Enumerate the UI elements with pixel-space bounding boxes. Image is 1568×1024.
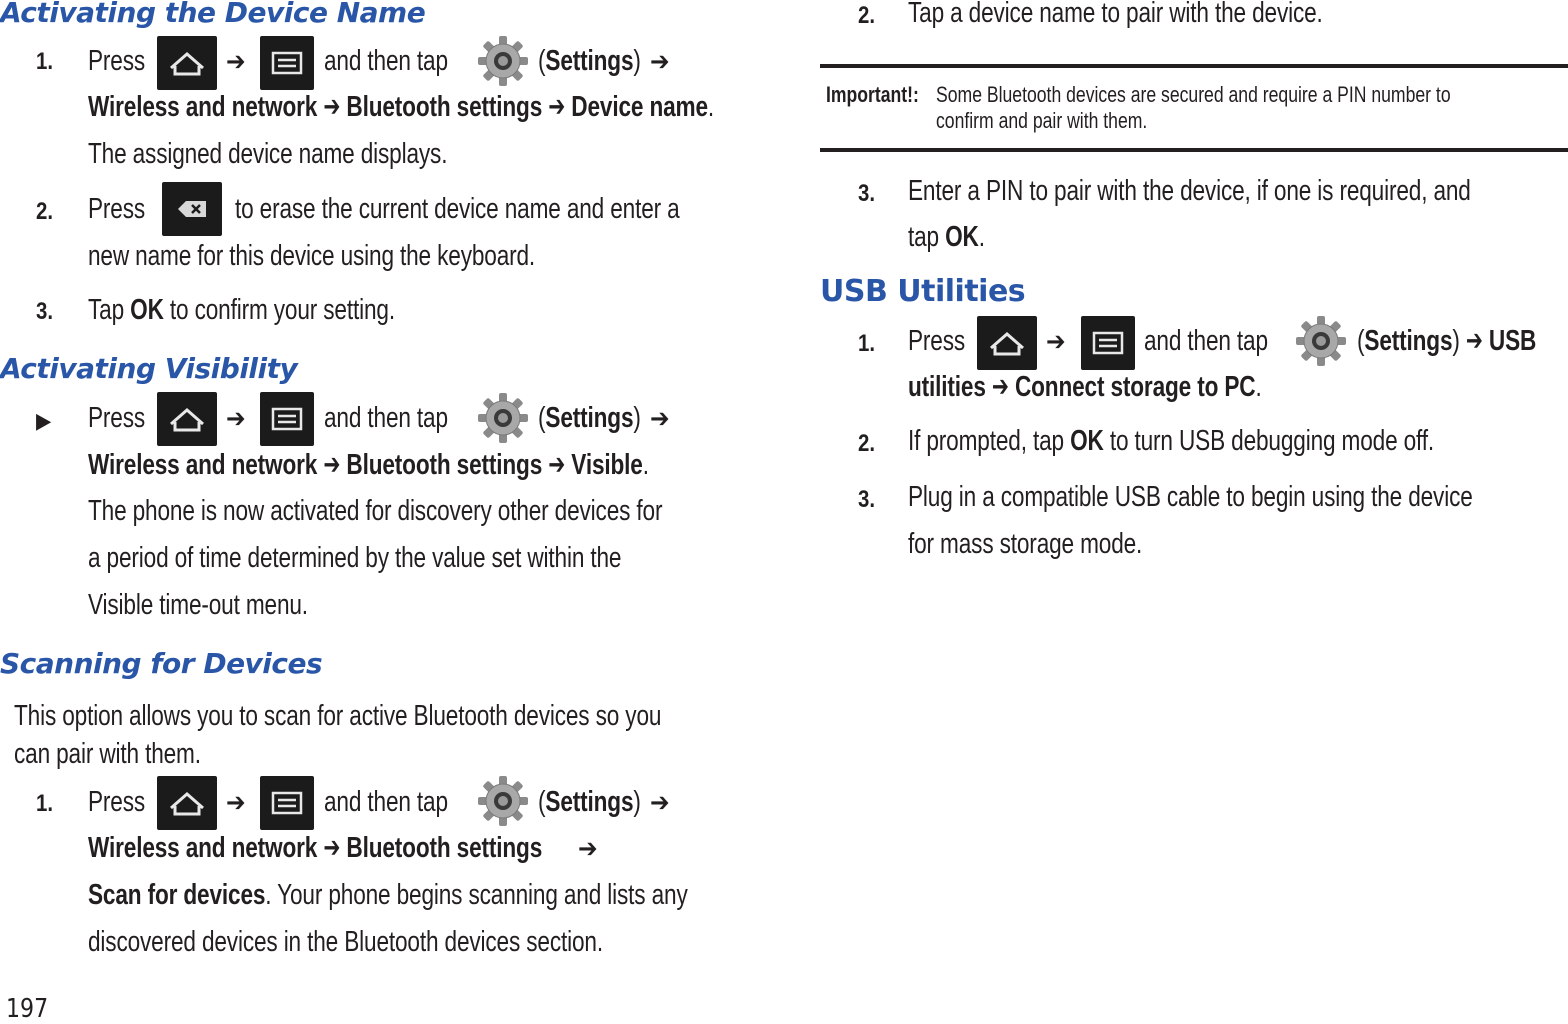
menu-key-icon	[260, 36, 314, 90]
step-text: Tap OK to confirm your setting.	[88, 294, 395, 326]
page-number: 197	[6, 994, 49, 1024]
step-text: Press	[88, 786, 146, 818]
menu-path: Wireless and network ➔ Bluetooth settings	[88, 832, 543, 864]
arrow-icon: ➔	[1046, 326, 1066, 356]
arrow-icon: ➔	[650, 403, 670, 433]
step-text: (Settings)	[538, 786, 641, 818]
menu-key-icon	[1081, 316, 1135, 370]
arrow-icon: ➔	[226, 403, 246, 433]
step-text: and then tap	[324, 45, 448, 77]
step-number: 2.	[858, 430, 876, 457]
home-key-icon	[157, 392, 217, 446]
step-text: If prompted, tap OK to turn USB debugging mode off.	[908, 425, 1435, 457]
step-number: 1.	[36, 48, 54, 75]
settings-gear-icon	[476, 391, 530, 445]
step-number: 3.	[858, 486, 876, 513]
home-key-icon	[157, 776, 217, 830]
arrow-icon: ➔	[226, 787, 246, 817]
step-text: Plug in a compatible USB cable to begin using the device	[908, 481, 1473, 513]
settings-gear-icon	[476, 34, 530, 88]
step-result: The phone is now activated for discovery other devices for	[88, 495, 663, 527]
step-text: Press	[88, 193, 146, 225]
intro-text: This option allows you to scan for active Bluetooth devices so you	[14, 700, 662, 732]
note-rule-bottom	[820, 148, 1568, 152]
heading-usb-utilities: USB Utilities	[820, 274, 1026, 309]
step-text: Press	[908, 325, 966, 357]
menu-path: Wireless and network ➔ Bluetooth settings ➔ Visible.	[88, 449, 649, 481]
settings-gear-icon	[476, 774, 530, 828]
heading-activating-device-name: Activating the Device Name	[0, 0, 426, 29]
note-rule-top	[820, 64, 1568, 68]
step-text: Enter a PIN to pair with the device, if one is required, and	[908, 175, 1471, 207]
step-text: (Settings)	[538, 45, 641, 77]
menu-key-icon	[260, 776, 314, 830]
step-number: 2.	[36, 198, 54, 225]
delete-key-icon	[162, 182, 222, 236]
heading-scanning-for-devices: Scanning for Devices	[0, 647, 323, 680]
step-text: and then tap	[324, 402, 448, 434]
settings-gear-icon	[1294, 314, 1348, 368]
step-text: for mass storage mode.	[908, 528, 1143, 560]
step-number: 3.	[36, 298, 54, 325]
step-text: Press	[88, 402, 146, 434]
step-result: Visible time-out menu.	[88, 589, 308, 621]
step-result: a period of time determined by the value set within the	[88, 542, 622, 574]
arrow-icon: ➔	[650, 46, 670, 76]
important-text: Some Bluetooth devices are secured and require a PIN number to	[936, 82, 1451, 107]
important-label: Important!:	[826, 82, 919, 107]
arrow-icon: ➔	[650, 787, 670, 817]
step-text: Tap a device name to pair with the device.	[908, 0, 1323, 29]
step-result: discovered devices in the Bluetooth devices section.	[88, 926, 603, 958]
step-text: and then tap	[1144, 325, 1268, 357]
step-result: The assigned device name displays.	[88, 138, 448, 170]
step-number: 1.	[858, 330, 876, 357]
step-number: 2.	[858, 2, 876, 29]
bullet-icon: ▶	[36, 408, 52, 433]
intro-text: can pair with them.	[14, 738, 201, 770]
step-text: (Settings)	[538, 402, 641, 434]
home-key-icon	[977, 316, 1037, 370]
step-text: (Settings) ➔ USB	[1357, 325, 1537, 357]
arrow-icon: ➔	[578, 833, 598, 863]
menu-path: utilities ➔ Connect storage to PC.	[908, 371, 1262, 403]
step-number: 3.	[858, 180, 876, 207]
step-number: 1.	[36, 790, 54, 817]
step-text: tap OK.	[908, 221, 985, 253]
step-text: and then tap	[324, 786, 448, 818]
arrow-icon: ➔	[226, 46, 246, 76]
important-text: confirm and pair with them.	[936, 108, 1148, 133]
step-text: to erase the current device name and enter a	[235, 193, 680, 225]
menu-key-icon	[260, 392, 314, 446]
step-text: Press	[88, 45, 146, 77]
home-key-icon	[157, 36, 217, 90]
step-text: new name for this device using the keyboard.	[88, 240, 536, 272]
menu-path: Wireless and network ➔ Bluetooth settings ➔ Device name.	[88, 91, 715, 123]
menu-path: Scan for devices. Your phone begins scanning and lists any	[88, 879, 688, 911]
heading-activating-visibility: Activating Visibility	[0, 352, 298, 385]
